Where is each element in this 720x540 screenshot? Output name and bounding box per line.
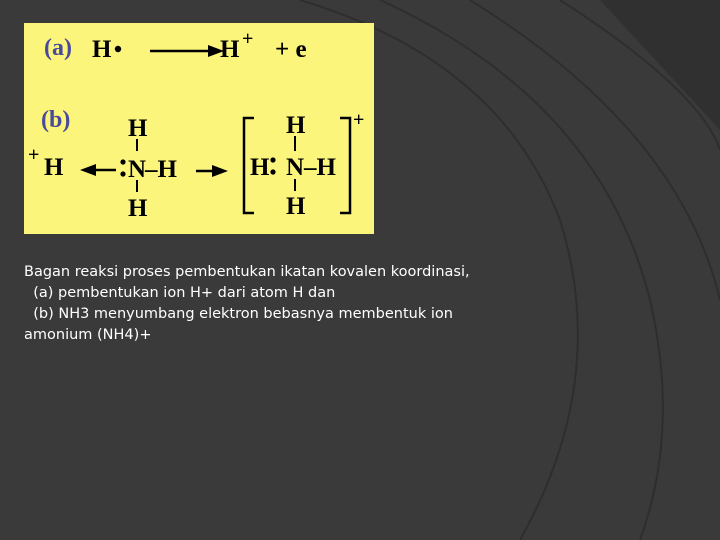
nh3-right-h: –H (145, 156, 177, 183)
nh3-bottom-h: H (128, 195, 148, 222)
lone-pair-dot-2 (120, 171, 125, 176)
shared-pair-dot-2 (270, 169, 275, 174)
reaction-diagram (24, 23, 374, 234)
shared-pair-dot-1 (270, 157, 275, 162)
nh4-top-h: H (286, 112, 306, 139)
caption-line-2: (a) pembentukan ion H+ dari atom H dan (24, 285, 336, 301)
caption-line-1: Bagan reaksi proses pembentukan ikatan kovalen koordinasi, (24, 264, 470, 280)
nh4-right-h: –H (304, 154, 336, 181)
label-part-a: (a) (44, 35, 72, 61)
proton-h: H (44, 154, 64, 181)
nh3-nitrogen: N (128, 156, 147, 183)
caption-line-3: (b) NH3 menyumbang elektron bebasnya membentuk ion (24, 306, 453, 322)
bracket-right (340, 118, 350, 213)
nh4-charge: + (353, 109, 365, 131)
label-part-b: (b) (41, 107, 71, 133)
caption-line-4: amonium (NH4)+ (24, 327, 152, 343)
electron-term-a: + e (275, 36, 307, 63)
plus-charge-a: + (242, 28, 254, 50)
arrowhead-right-b (212, 165, 228, 177)
nh3-top-h: H (128, 115, 148, 142)
electron-dot-a (115, 46, 121, 52)
hydrogen-ion-a: H (220, 36, 240, 63)
nh4-left-h: H (250, 154, 270, 181)
caption (24, 262, 524, 346)
lone-pair-dot-1 (120, 159, 125, 164)
diagram-panel (24, 23, 374, 234)
hydrogen-atom-a: H (92, 36, 112, 63)
arrowhead-left-b (80, 164, 96, 176)
plus-charge-proton: + (28, 144, 40, 166)
nh4-nitrogen: N (286, 154, 305, 181)
nh4-bottom-h: H (286, 193, 306, 220)
